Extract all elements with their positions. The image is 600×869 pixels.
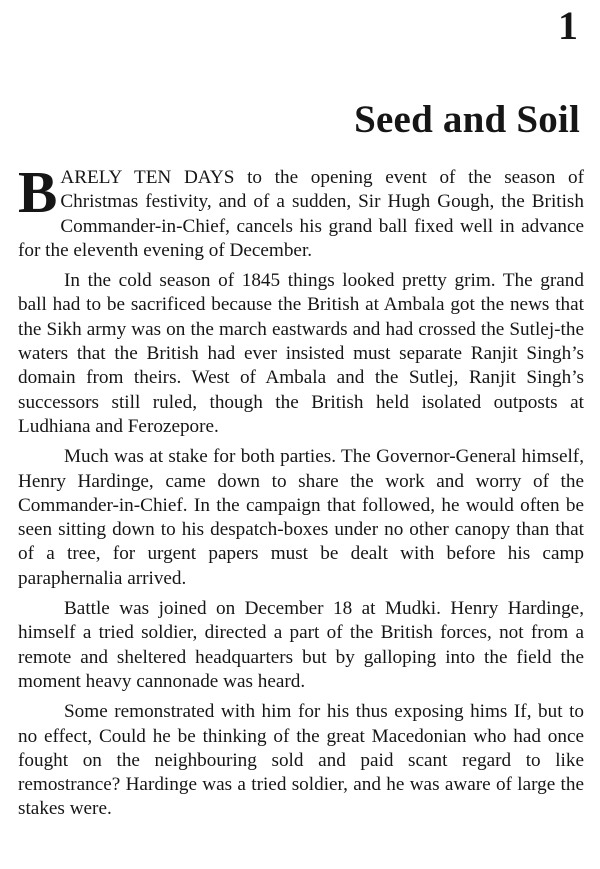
paragraph-3: Much was at stake for both parties. The Governor-General himself, Henry Hardinge, came down to share the work and worry of the Commander-in-Chief. In the campaign that followed, he would often be seen sitting down to his despatch-boxes under no other canopy than that of a tree, for urgent papers must be dealt with before his camp paraphernalia arrived. [18,446,584,589]
paragraph-1 [18,159,584,263]
paragraph-2: In the cold season of 1845 things looked pretty grim. The grand ball had to be sacrificed because the British at Ambala got the news that the Sikh army was on the march eastwards and had crossed the Sutlej-the waters that the British had ever insisted must separate Ranjit Singh’s domain from theirs. West of Ambala and the Sutlej, Ranjit Singh’s successors still ruled, though the British held isolated outposts at Ludhiana and Ferozepore. [18,270,584,437]
paragraph-5: Some remonstrated with him for his thus exposing hims If, but to no effect, Could he be thinking of the great Macedonian who had once fought on the neighbouring sold and paid scant regard to like remostrance? Hardinge was a tried soldier, and he was aware of large the stakes were. [18,701,584,820]
paragraph-4: Battle was joined on December 18 at Mudki. Henry Hardinge, himself a tried soldier, directed a part of the British forces, not from a remote and sheltered headquarters but by galloping into the field the moment heavy cannonade was heard. [18,598,584,692]
drop-cap: B [18,159,58,225]
paragraph-1-text: ARELY TEN DAYS to the opening event of the season of Christmas festivity, and of a sudden, Sir Hugh Gough, the British Commander-in-Chief, cancels his grand ball fixed well in advance for the eleventh evening of December. [18,167,584,261]
chapter-number: 1 [558,3,578,48]
chapter-title: Seed and Soil [354,98,580,141]
body-text [18,159,584,828]
